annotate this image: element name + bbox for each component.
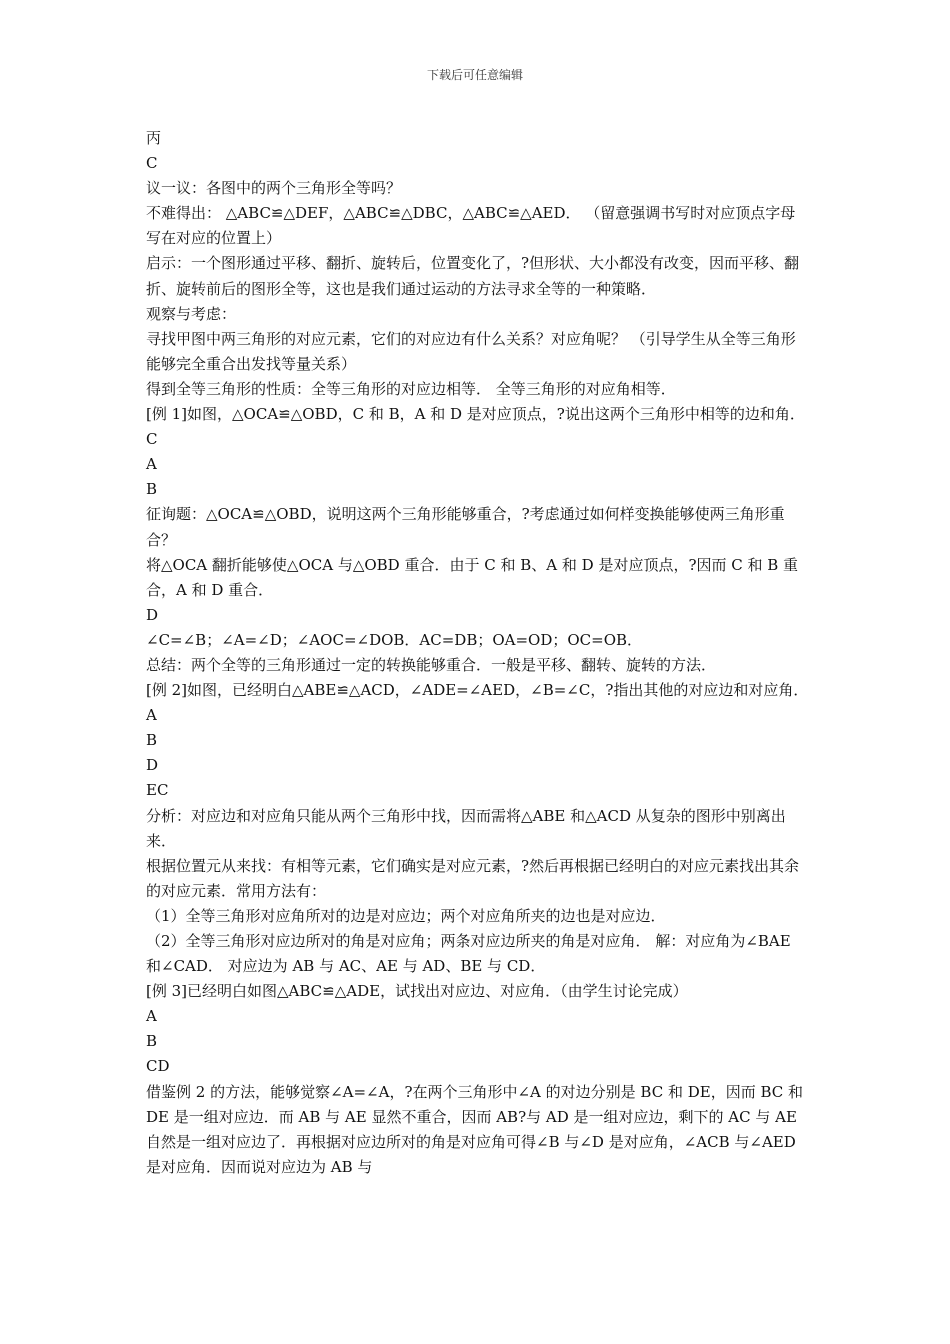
text-line: 借鉴例 2 的方法，能够觉察∠A=∠A，?在两个三角形中∠A 的对边分别是 BC 和 DE，因而 BC 和 DE 是一组对应边．而 AB 与 AE 显然不重合，因而 AB?与 AD 是一组对应边，剩下的 AC 与 AE 自然是一组对应边了．再根据对应边所对的角是对应角可得∠B 与∠D 是对应角，∠ACB 与∠AED 是对应角．因而说对应边为 AB 与 (146, 1082, 804, 1176)
text-line: （2）全等三角形对应边所对的角是对应角；两条对应边所夹的角是对应角． 解：对应角为∠BAE 和∠CAD． 对应边为 AB 与 AC、AE 与 AD、BE 与 CD． (146, 932, 791, 976)
text-line: CD (146, 1057, 170, 1076)
text-line: A (146, 1007, 157, 1026)
text-line: [例 2]如图，已经明白△ABE≌△ACD，∠ADE=∠AED，∠B=∠C，?指出其他的对应边和对应角． (146, 681, 809, 700)
text-line: 观察与考虑： (146, 304, 237, 323)
text-line: （1）全等三角形对应角所对的边是对应边；两个对应角所夹的边也是对应边． (146, 906, 666, 925)
text-line: 议一议：各图中的两个三角形全等吗？ (146, 179, 402, 198)
text-line: 分析：对应边和对应角只能从两个三角形中找，因而需将△ABE 和△ACD 从复杂的图形中别离出来． (146, 806, 786, 850)
text-line: EC (146, 781, 169, 800)
text-line: C (146, 430, 158, 449)
text-line: 启示：一个图形通过平移、翻折、旋转后，位置变化了，?但形状、大小都没有改变，因而平移、翻折、旋转前后的图形全等，这也是我们通过运动的方法寻求全等的一种策略． (146, 254, 800, 298)
text-line: [例 1]如图，△OCA≌△OBD，C 和 B，A 和 D 是对应顶点，?说出这两个三角形中相等的边和角． (146, 405, 805, 424)
text-line: A (146, 455, 157, 474)
text-line: 得到全等三角形的性质：全等三角形的对应边相等． 全等三角形的对应角相等． (146, 379, 676, 398)
text-line: C (146, 154, 158, 173)
text-line: 总结：两个全等的三角形通过一定的转换能够重合．一般是平移、翻转、旋转的方法． (146, 655, 717, 674)
text-line: D (146, 605, 159, 624)
text-line: 根据位置元从来找：有相等元素，它们确实是对应元素，?然后再根据已经明白的对应元素找出其余的对应元素．常用方法有： (146, 856, 800, 900)
text-line: 丙 (146, 129, 162, 147)
text-line: 不难得出： △ABC≌△DEF，△ABC≌△DBC，△ABC≌△AED． （留意强调书写时对应顶点字母写在对应的位置上） (146, 204, 796, 248)
document-body (146, 126, 810, 1180)
text-line: B (146, 480, 158, 499)
text-line: B (146, 1032, 158, 1051)
text-line: B (146, 731, 158, 750)
text-line: D (146, 756, 159, 775)
text-line: 寻找甲图中两三角形的对应元素，它们的对应边有什么关系？对应角呢？ （引导学生从全等三角形能够完全重合出发找等量关系） (146, 329, 796, 373)
text-line: ∠C=∠B；∠A=∠D；∠AOC=∠DOB．AC=DB；OA=OD；OC=OB． (146, 630, 643, 649)
text-line: 将△OCA 翻折能够使△OCA 与△OBD 重合．由于 C 和 B、A 和 D 是对应顶点，?因而 C 和 B 重合，A 和 D 重合． (146, 555, 799, 599)
text-line: A (146, 706, 157, 725)
text-line: [例 3]已经明白如图△ABC≌△ADE，试找出对应边、对应角．（由学生讨论完成） (146, 982, 688, 1001)
text-line: 征询题：△OCA≌△OBD，说明这两个三角形能够重合，?考虑通过如何样变换能够使两三角形重合？ (146, 505, 785, 549)
page-header: 下载后可任意编辑 (426, 68, 523, 82)
